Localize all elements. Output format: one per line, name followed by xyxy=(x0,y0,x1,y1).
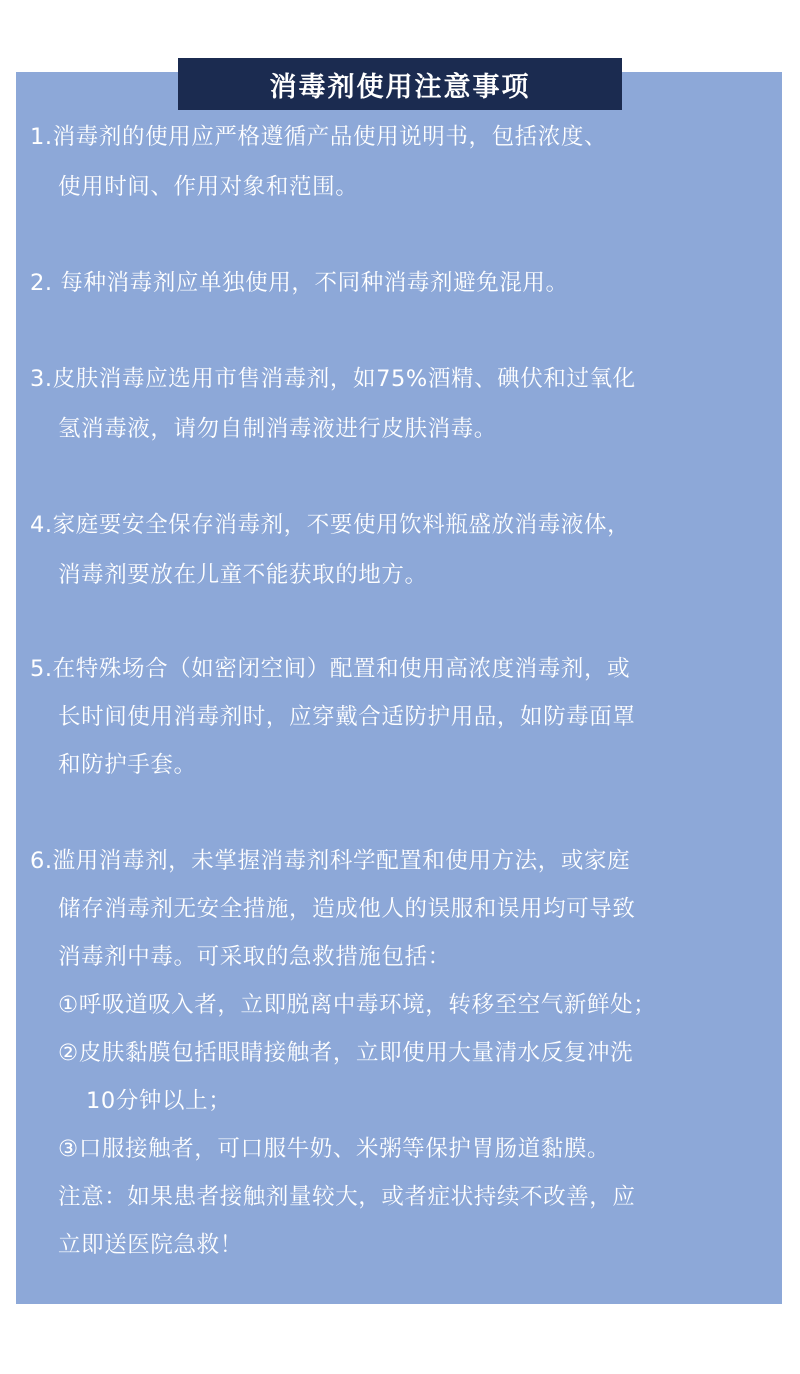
item-6-line-1: 6.滥用消毒剂，未掌握消毒剂科学配置和使用方法，或家庭 xyxy=(30,848,631,874)
item-3-line-1: 3.皮肤消毒应选用市售消毒剂，如75%酒精、碘伏和过氧化 xyxy=(30,366,636,392)
item-6-first-aid-3: ③口服接触者，可口服牛奶、米粥等保护胃肠道黏膜。 xyxy=(58,1136,611,1162)
item-1-line-1: 1.消毒剂的使用应严格遵循产品使用说明书，包括浓度、 xyxy=(30,124,608,150)
item-1-line-2: 使用时间、作用对象和范围。 xyxy=(58,174,359,200)
item-6-note-line-2: 立即送医院急救！ xyxy=(58,1232,243,1258)
item-2-line-1: 2. 每种消毒剂应单独使用，不同种消毒剂避免混用。 xyxy=(30,270,569,296)
item-4-line-1: 4.家庭要安全保存消毒剂，不要使用饮料瓶盛放消毒液体， xyxy=(30,512,631,538)
item-5-line-3: 和防护手套。 xyxy=(58,752,197,778)
item-6-note-line-1: 注意：如果患者接触剂量较大，或者症状持续不改善，应 xyxy=(58,1184,636,1210)
item-6-first-aid-2: ②皮肤黏膜包括眼睛接触者，立即使用大量清水反复冲洗 xyxy=(58,1040,634,1066)
item-5-line-2: 长时间使用消毒剂时，应穿戴合适防护用品，如防毒面罩 xyxy=(58,704,636,730)
item-6-line-2: 储存消毒剂无安全措施，造成他人的误服和误用均可导致 xyxy=(58,896,636,922)
item-6-first-aid-2-cont: 10分钟以上； xyxy=(86,1088,232,1114)
item-3-line-2: 氢消毒液，请勿自制消毒液进行皮肤消毒。 xyxy=(58,416,497,442)
page-title: 消毒剂使用注意事项 xyxy=(178,58,622,110)
item-5-line-1: 5.在特殊场合（如密闭空间）配置和使用高浓度消毒剂，或 xyxy=(30,656,631,682)
content-panel xyxy=(16,72,782,1304)
item-6-first-aid-1: ①呼吸道吸入者，立即脱离中毒环境，转移至空气新鲜处； xyxy=(58,992,657,1018)
item-6-line-3: 消毒剂中毒。可采取的急救措施包括： xyxy=(58,944,451,970)
item-4-line-2: 消毒剂要放在儿童不能获取的地方。 xyxy=(58,562,428,588)
